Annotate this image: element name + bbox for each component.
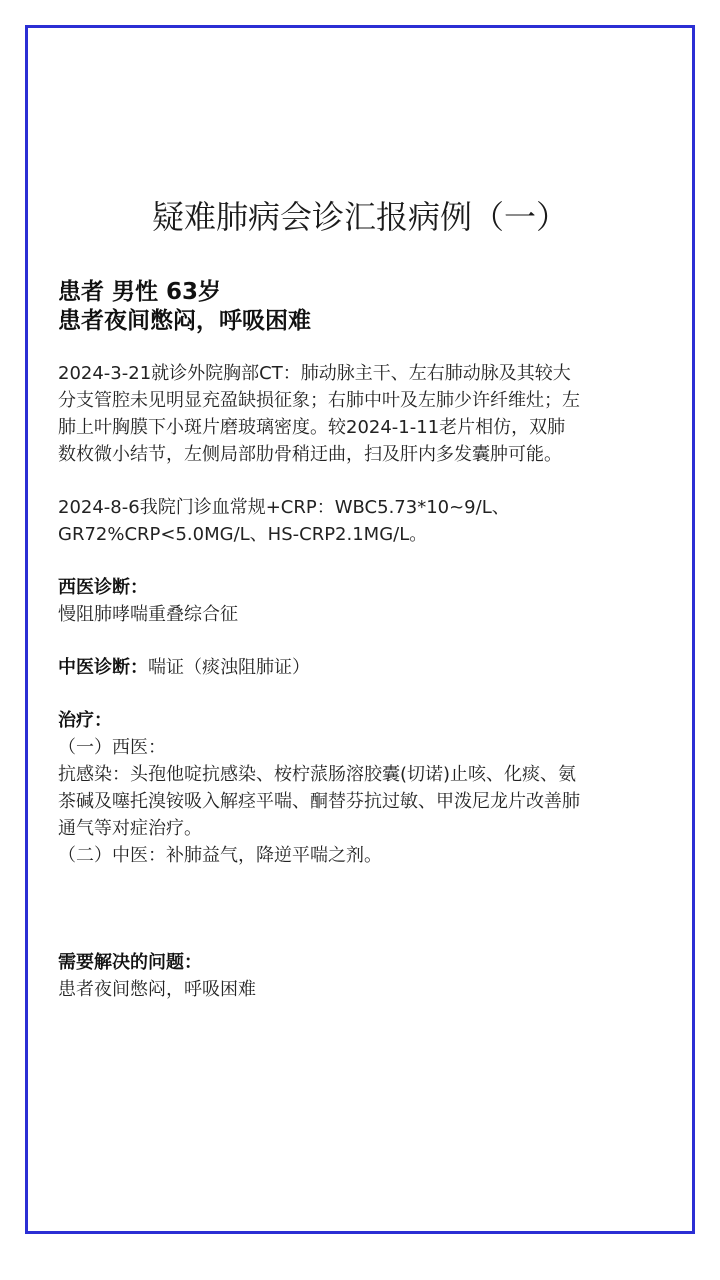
problem-value: 患者夜间憋闷，呼吸困难 — [58, 979, 256, 1000]
western-diagnosis-label: 西医诊断： — [58, 577, 148, 598]
problem-to-solve — [58, 949, 668, 1003]
western-diagnosis-value: 慢阻肺哮喘重叠综合征 — [58, 604, 238, 625]
treatment-western-line: 通气等对症治疗。 — [58, 818, 202, 839]
blood-test-line: GR72%CRP<5.0MG/L、HS-CRP2.1MG/L。 — [58, 524, 428, 545]
page-title: 疑难肺病会诊汇报病例（一） — [151, 198, 568, 236]
problem-label: 需要解决的问题： — [58, 952, 202, 973]
ct-report-line: 分支管腔未见明显充盈缺损征象；右肺中叶及左肺少许纤维灶；左 — [58, 390, 580, 411]
ct-report-line: 数枚微小结节，左侧局部肋骨稍迂曲，扫及肝内多发囊肿可能。 — [58, 444, 562, 465]
patient-complaint: 患者夜间憋闷，呼吸困难 — [58, 308, 311, 334]
treatment — [58, 707, 668, 869]
treatment-western-line: 抗感染：头孢他啶抗感染、桉柠蒎肠溶胶囊(切诺)止咳、化痰、氨 — [58, 764, 577, 785]
treatment-western-line: 茶碱及噻托溴铵吸入解痉平喘、酮替芬抗过敏、甲泼尼龙片改善肺 — [58, 791, 580, 812]
tcm-diagnosis-value: 喘证（痰浊阻肺证） — [148, 657, 310, 678]
patient-demographics: 患者 男性 63岁 — [58, 279, 222, 305]
blood-test — [58, 494, 668, 548]
treatment-western-heading: （一）西医： — [58, 737, 166, 758]
ct-report-line: 肺上叶胸膜下小斑片磨玻璃密度。较2024-1-11老片相仿，双肺 — [58, 417, 566, 438]
western-diagnosis — [58, 574, 668, 628]
treatment-label: 治疗： — [58, 710, 112, 731]
treatment-tcm-line: （二）中医：补肺益气，降逆平喘之剂。 — [58, 845, 382, 866]
ct-report — [58, 360, 668, 468]
tcm-diagnosis — [58, 654, 668, 681]
tcm-diagnosis-label: 中医诊断： — [58, 657, 148, 678]
blood-test-line: 2024-8-6我院门诊血常规+CRP：WBC5.73*10~9/L、 — [58, 497, 510, 518]
ct-report-line: 2024-3-21就诊外院胸部CT：肺动脉主干、左右肺动脉及其较大 — [58, 363, 571, 384]
case-content — [58, 278, 668, 1003]
